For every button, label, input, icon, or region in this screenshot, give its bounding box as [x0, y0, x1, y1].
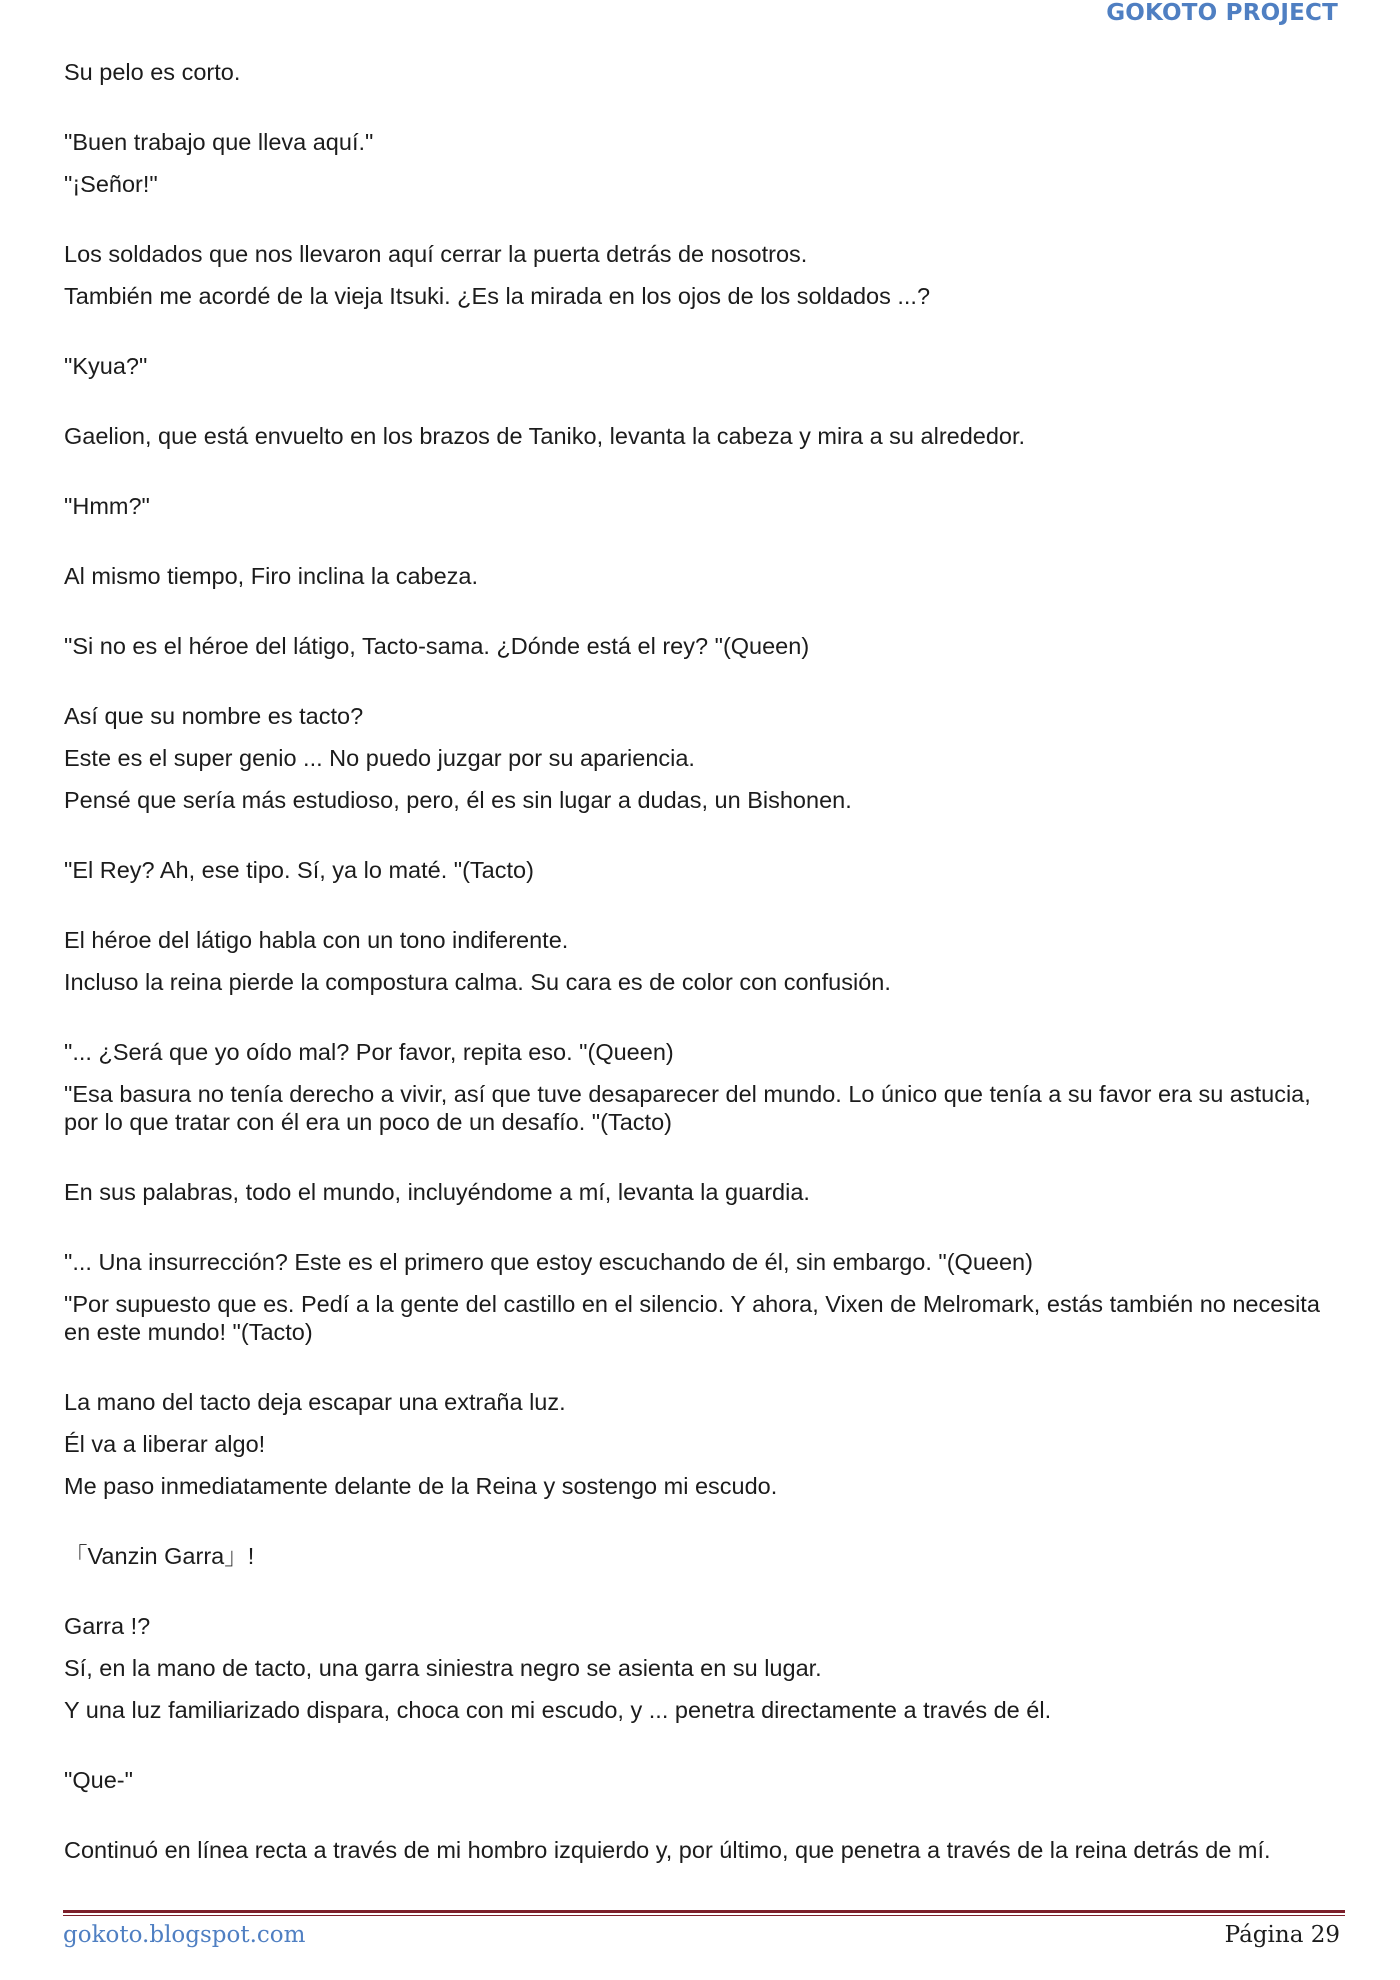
- paragraph: Sí, en la mano de tacto, una garra siniestra negro se asienta en su lugar.: [64, 1655, 822, 1681]
- paragraph: Los soldados que nos llevaron aquí cerrar la puerta detrás de nosotros.: [64, 241, 808, 267]
- paragraph: Este es el super genio ... No puedo juzgar por su apariencia.: [64, 745, 695, 771]
- paragraph: "Buen trabajo que lleva aquí.": [64, 129, 374, 155]
- paragraph: Al mismo tiempo, Firo inclina la cabeza.: [64, 563, 479, 589]
- paragraph: "... Una insurrección? Este es el primero que estoy escuchando de él, sin embargo. "(Queen): [64, 1249, 1033, 1275]
- footer-site-link[interactable]: gokoto.blogspot.com: [63, 1922, 306, 1948]
- paragraph: El héroe del látigo habla con un tono indiferente.: [64, 927, 569, 953]
- paragraph: Así que su nombre es tacto?: [64, 703, 364, 729]
- project-header: GOKOTO PROJECT: [1106, 0, 1338, 26]
- body-text: [64, 58, 1344, 1864]
- paragraph: También me acordé de la vieja Itsuki. ¿Es la mirada en los ojos de los soldados ...?: [64, 283, 931, 309]
- paragraph: "Esa basura no tenía derecho a vivir, así que tuve desaparecer del mundo. Lo único que tenía a su favor era su astucia, por lo que tratar con él era un poco de un desafío. "(Tacto): [64, 1081, 1318, 1135]
- paragraph: "Que-": [64, 1767, 133, 1793]
- paragraph: "... ¿Será que yo oído mal? Por favor, repita eso. "(Queen): [64, 1039, 674, 1065]
- paragraph: Incluso la reina pierde la compostura calma. Su cara es de color con confusión.: [64, 969, 891, 995]
- paragraph: "Por supuesto que es. Pedí a la gente del castillo en el silencio. Y ahora, Vixen de Melromark, estás también no necesita en este mundo! "(Tacto): [64, 1291, 1327, 1345]
- paragraph: Pensé que sería más estudioso, pero, él es sin lugar a dudas, un Bishonen.: [64, 787, 852, 813]
- footer-divider: [63, 1910, 1345, 1913]
- paragraph: 「Vanzin Garra」!: [64, 1543, 255, 1569]
- paragraph: En sus palabras, todo el mundo, incluyéndome a mí, levanta la guardia.: [64, 1179, 810, 1205]
- paragraph: "¡Señor!": [64, 171, 158, 197]
- paragraph: "Kyua?": [64, 353, 148, 379]
- paragraph: Gaelion, que está envuelto en los brazos de Taniko, levanta la cabeza y mira a su alrededor.: [64, 423, 1026, 449]
- paragraph: "Hmm?": [64, 493, 150, 519]
- paragraph: Y una luz familiarizado dispara, choca con mi escudo, y ... penetra directamente a través de él.: [64, 1697, 1052, 1723]
- paragraph: La mano del tacto deja escapar una extraña luz.: [64, 1389, 566, 1415]
- paragraph: "Si no es el héroe del látigo, Tacto-sama. ¿Dónde está el rey? "(Queen): [64, 633, 810, 659]
- paragraph: Continuó en línea recta a través de mi hombro izquierdo y, por último, que penetra a través de la reina detrás de mí.: [64, 1837, 1271, 1863]
- paragraph: "El Rey? Ah, ese tipo. Sí, ya lo maté. "(Tacto): [64, 857, 534, 883]
- paragraph: Me paso inmediatamente delante de la Reina y sostengo mi escudo.: [64, 1473, 778, 1499]
- paragraph: Garra !?: [64, 1613, 151, 1639]
- paragraph: Él va a liberar algo!: [64, 1431, 266, 1457]
- page-number: Página 29: [1224, 1922, 1340, 1948]
- paragraph: Su pelo es corto.: [64, 59, 241, 85]
- footer-divider-thin: [63, 1915, 1345, 1916]
